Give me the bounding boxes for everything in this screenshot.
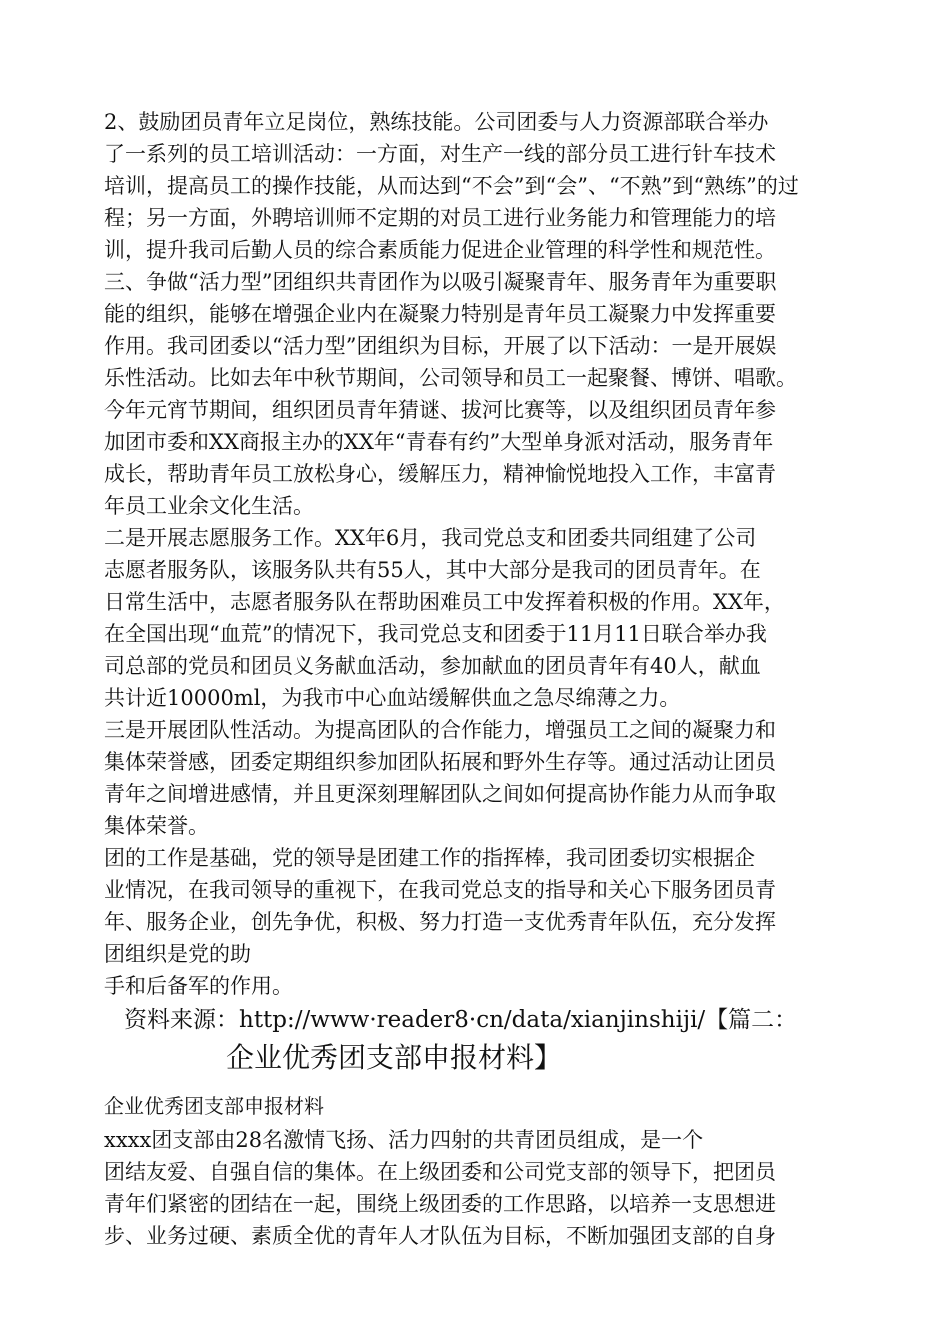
body-line: 2、鼓励团员青年立足岗位，熟练技能。公司团委与人力资源部联合举办 [104, 110, 769, 134]
body-line: 成长，帮助青年员工放松身心，缓解压力，精神愉悦地投入工作，丰富青 [104, 462, 776, 486]
body-line: 二是开展志愿服务工作。XX年6月，我司党总支和团委共同组建了公司 [104, 526, 757, 550]
body-line: 三、争做“活力型”团组织共青团作为以吸引凝聚青年、服务青年为重要职 [104, 270, 777, 294]
body-line: 今年元宵节期间，组织团员青年猜谜、拔河比赛等，以及组织团员青年参 [104, 398, 776, 422]
tail-line: 青年们紧密的团结在一起，围绕上级团委的工作思路，以培养一支思想进 [104, 1192, 776, 1216]
body-line: 司总部的党员和团员义务献血活动，参加献血的团员青年有40人，献血 [104, 654, 761, 678]
body-line: 志愿者服务队，该服务队共有55人，其中大部分是我司的团员青年。在 [104, 558, 761, 582]
tail-line: 团结友爱、自强自信的集体。在上级团委和公司党支部的领导下，把团员 [104, 1160, 776, 1184]
body-line: 在全国出现“血荒”的情况下，我司党总支和团委于11月11日联合举办我 [104, 622, 767, 646]
body-line: 青年之间增进感情，并且更深刻理解团队之间如何提高协作能力从而争取 [104, 782, 776, 806]
body-line: 程；另一方面，外聘培训师不定期的对员工进行业务能力和管理能力的培 [104, 206, 776, 230]
source-line: 资料来源：http://www·reader8·cn/data/xianjinshiji/【篇二： [124, 1007, 798, 1033]
body-line: 三是开展团队性活动。为提高团队的合作能力，增强员工之间的凝聚力和 [104, 718, 776, 742]
body-line: 业情况，在我司领导的重视下，在我司党总支的指导和关心下服务团员青 [104, 878, 776, 902]
body-line: 日常生活中，志愿者服务队在帮助困难员工中发挥着积极的作用。XX年， [104, 590, 785, 614]
body-line: 年员工业余文化生活。 [104, 494, 314, 518]
body-line: 手和后备军的作用。 [104, 974, 293, 998]
body-line: 训，提升我司后勤人员的综合素质能力促进企业管理的科学性和规范性。 [104, 238, 776, 262]
body-line: 团组织是党的助 [104, 942, 251, 966]
body-line: 能的组织，能够在增强企业内在凝聚力特别是青年员工凝聚力中发挥重要 [104, 302, 776, 326]
body-line: 加团市委和XX商报主办的XX年“青春有约”大型单身派对活动，服务青年 [104, 430, 774, 454]
body-line: 年、服务企业，创先争优，积极、努力打造一支优秀青年队伍，充分发挥 [104, 910, 776, 934]
body-line: 了一系列的员工培训活动：一方面，对生产一线的部分员工进行针车技术 [104, 142, 776, 166]
body-line: 共计近10000ml，为我市中心血站缓解供血之急尽绵薄之力。 [104, 686, 681, 710]
tail-line: xxxx团支部由28名激情飞扬、活力四射的共青团员组成，是一个 [104, 1128, 704, 1152]
body-line: 乐性活动。比如去年中秋节期间，公司领导和员工一起聚餐、博饼、唱歌。 [104, 366, 797, 390]
body-line: 培训，提高员工的操作技能，从而达到“不会”到“会”、“不熟”到“熟练”的过 [104, 174, 799, 198]
section-title: 企业优秀团支部申报材料 [104, 1094, 324, 1118]
body-line: 团的工作是基础，党的领导是团建工作的指挥棒，我司团委切实根据企 [104, 846, 755, 870]
body-line: 作用。我司团委以“活力型”团组织为目标，开展了以下活动：一是开展娱 [104, 334, 777, 358]
body-line: 集体荣誉感，团委定期组织参加团队拓展和野外生存等。通过活动让团员 [104, 750, 776, 774]
body-line: 集体荣誉。 [104, 814, 209, 838]
source-line-continued: 企业优秀团支部申报材料】 [226, 1041, 563, 1074]
tail-line: 步、业务过硬、素质全优的青年人才队伍为目标，不断加强团支部的自身 [104, 1224, 776, 1248]
